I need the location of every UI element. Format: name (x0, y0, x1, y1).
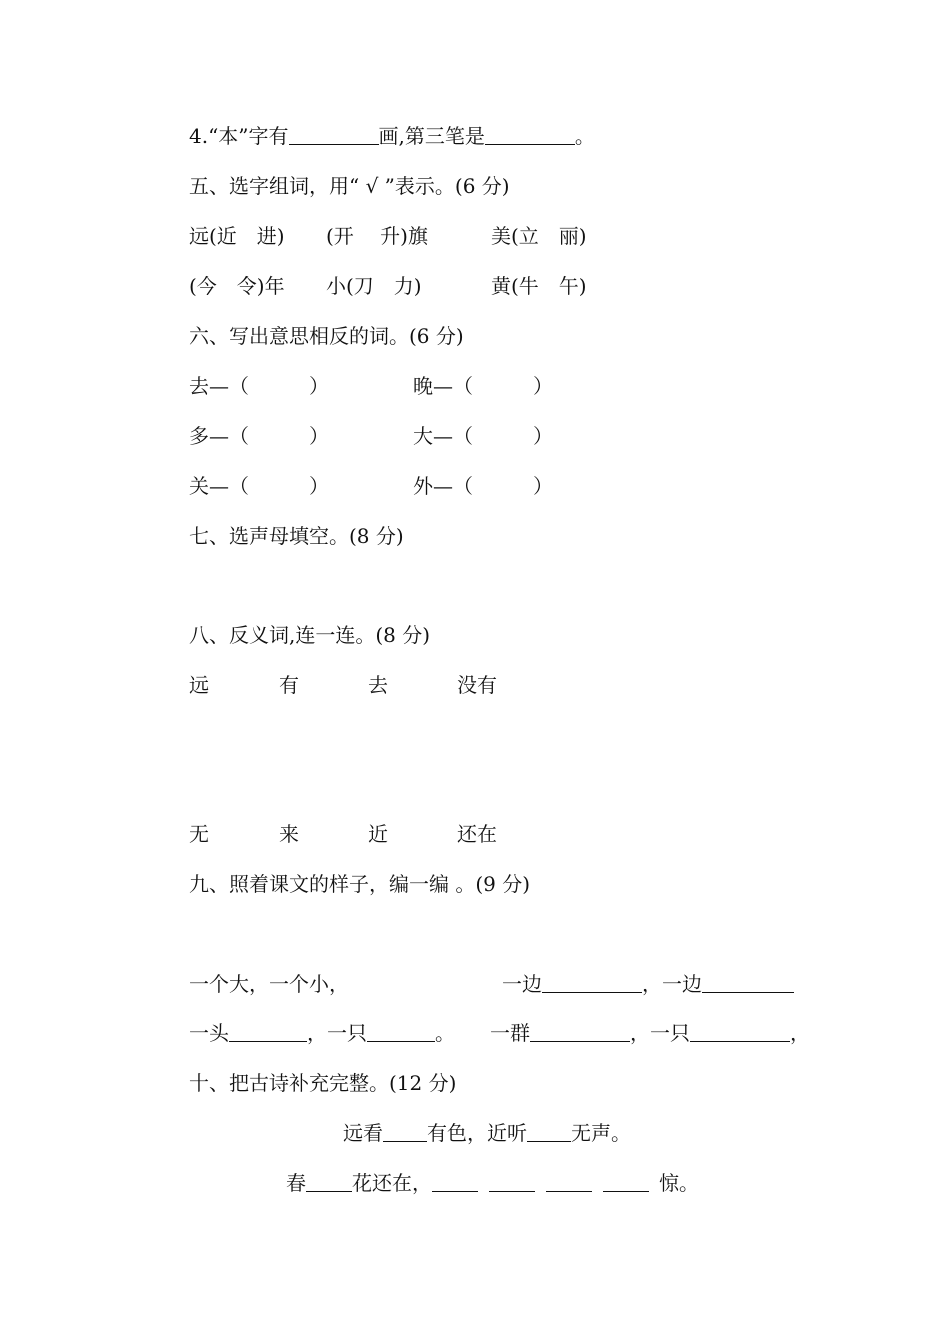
s9-right2-text-1: 一群 (490, 1021, 530, 1045)
section-7-heading: 七、选声母填空。(8 分) (189, 524, 404, 548)
section-8-heading: 八、反义词,连一连。(8 分) (189, 623, 431, 647)
s9-right2-text-3: ， (790, 1021, 810, 1045)
s8-top-word-3[interactable]: 去 (368, 673, 388, 697)
s9-left2-text-1: 一头 (189, 1021, 229, 1045)
s6-pair2-right: 大—（ ） (413, 424, 553, 448)
s6-pair3-left: 关—（ ） (189, 474, 329, 498)
s8-top-word-1[interactable]: 远 (189, 673, 209, 697)
poem-line-2 (286, 1171, 699, 1195)
s9-left-line-2 (189, 1021, 455, 1045)
s8-top-word-4[interactable]: 没有 (457, 673, 497, 697)
q4-text-2: 画,第三笔是 (378, 124, 485, 148)
s8-bottom-word-4[interactable]: 还在 (457, 822, 497, 846)
s9-example-line-1: 一个大，一个小， (189, 972, 349, 996)
s9-right1-blank-1[interactable] (542, 972, 642, 993)
s9-left2-blank-1[interactable] (229, 1021, 307, 1042)
q4-text-3: 。 (574, 124, 595, 148)
s6-pair1-right: 晚—（ ） (413, 374, 553, 398)
s9-right2-text-2: ，一只 (630, 1021, 690, 1045)
poem2-blank-3[interactable] (489, 1171, 535, 1192)
s6-pair1-left: 去—（ ） (189, 374, 329, 398)
poem1-text-1: 远看 (343, 1121, 383, 1145)
s9-right1-text-2: ，一边 (642, 972, 702, 996)
s5-row2-item2: 小(刀 力) (326, 274, 422, 298)
section-9-heading: 九、照着课文的样子，编一编 。(9 分) (189, 872, 531, 896)
s8-bottom-word-2[interactable]: 来 (279, 822, 299, 846)
s5-row2-item1: (今 令)年 (189, 274, 285, 298)
s8-bottom-word-3[interactable]: 近 (368, 822, 388, 846)
s5-row1-item1: 远(近 进) (189, 224, 285, 248)
section-5-heading: 五、选字组词，用“ √ ”表示。(6 分) (189, 174, 510, 198)
poem2-text-1: 春 (286, 1171, 306, 1195)
poem2-blank-5[interactable] (603, 1171, 649, 1192)
s6-pair2-left: 多—（ ） (189, 424, 329, 448)
s8-top-word-2[interactable]: 有 (279, 673, 299, 697)
s5-row2-item3: 黄(牛 午) (491, 274, 587, 298)
s9-right1-blank-2[interactable] (702, 972, 794, 993)
poem-line-1 (343, 1121, 631, 1145)
s9-left2-blank-2[interactable] (367, 1021, 435, 1042)
poem2-text-2: 花还在， (352, 1171, 432, 1195)
section-10-heading: 十、把古诗补充完整。(12 分) (189, 1071, 457, 1095)
s6-pair3-right: 外—（ ） (413, 474, 553, 498)
s9-left2-text-2: ，一只 (307, 1021, 367, 1045)
s9-right-line-2 (490, 1021, 810, 1045)
s9-left2-text-3: 。 (435, 1021, 455, 1045)
poem1-text-2: 有色，近听 (427, 1121, 527, 1145)
question-4 (189, 124, 595, 148)
s5-row1-item2: (开 升)旗 (326, 224, 428, 248)
poem2-text-3: 惊。 (659, 1171, 699, 1195)
q4-blank-1[interactable] (289, 124, 379, 145)
q4-text-1: 4.“本”字有 (189, 124, 289, 148)
s8-bottom-word-1[interactable]: 无 (189, 822, 209, 846)
q4-blank-2[interactable] (485, 124, 575, 145)
section-6-heading: 六、写出意思相反的词。(6 分) (189, 324, 464, 348)
s9-right-line-1 (502, 972, 794, 996)
s5-row1-item3: 美(立 丽) (491, 224, 587, 248)
poem1-blank-2[interactable] (527, 1121, 571, 1142)
poem1-text-3: 无声。 (571, 1121, 631, 1145)
s9-right2-blank-2[interactable] (690, 1021, 790, 1042)
poem2-blank-2[interactable] (432, 1171, 478, 1192)
poem2-blank-4[interactable] (546, 1171, 592, 1192)
s9-right1-text-1: 一边 (502, 972, 542, 996)
s9-right2-blank-1[interactable] (530, 1021, 630, 1042)
poem1-blank-1[interactable] (383, 1121, 427, 1142)
poem2-blank-1[interactable] (306, 1171, 352, 1192)
